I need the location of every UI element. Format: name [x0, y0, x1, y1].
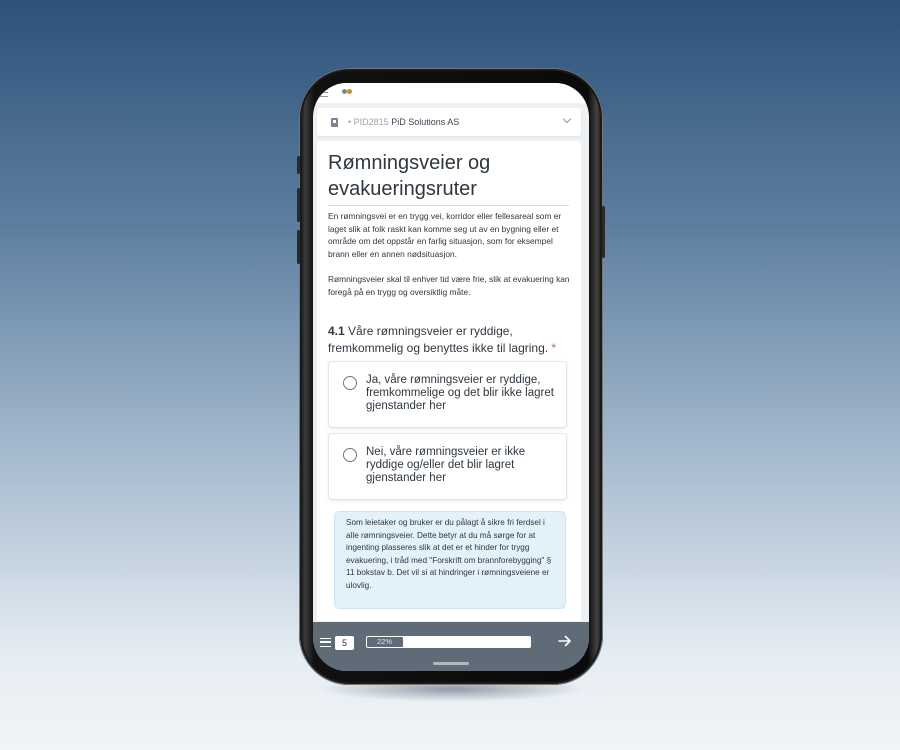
- answer-option-label: Nei, våre rømningsveier er ikke ryddige og/eller det blir lagret gjenstander her: [366, 446, 526, 484]
- progress-label: 22%: [377, 637, 393, 646]
- hamburger-icon[interactable]: [320, 638, 331, 647]
- radio-button-no[interactable]: [343, 448, 357, 462]
- phone-frame: [299, 68, 603, 685]
- intro-paragraph-1: En rømningsvei er en trygg vei, korridor eller fellesareal som er laget slik at folk raskt kan komme seg ut av en bygning eller et område om det oppstår en farlig situasjon, som for eksempel brann eller en annen nødsituasjon.: [328, 211, 562, 259]
- info-box: [334, 511, 566, 609]
- answer-option-no[interactable]: [328, 433, 567, 500]
- answer-option-label: Ja, våre rømningsveier er ryddige, fremkommelige og det blir ikke lagret gjenstander her: [366, 374, 554, 412]
- arrow-right-icon[interactable]: [557, 633, 573, 649]
- question-label: Våre rømningsveier er ryddige, fremkommelig og benyttes ikke til lagring.: [328, 324, 549, 355]
- phone-screen: [313, 83, 589, 671]
- radio-button-yes[interactable]: [343, 376, 357, 390]
- power-button: [602, 206, 605, 258]
- bottom-navigation-bar: [313, 622, 589, 671]
- home-indicator: [433, 662, 469, 665]
- form-content: [317, 141, 581, 621]
- company-label: [348, 117, 459, 127]
- company-name: PiD Solutions AS: [391, 117, 460, 127]
- required-marker: *: [548, 341, 557, 355]
- mute-switch: [297, 156, 300, 174]
- question-text: [328, 323, 573, 357]
- menu-icon[interactable]: [320, 89, 328, 97]
- progress-bar: [366, 636, 531, 648]
- logo-icon: [342, 88, 356, 95]
- page-title: Rømningsveier og evakueringsruter: [328, 152, 491, 200]
- app-top-bar: [313, 83, 589, 103]
- company-id: • PID2815: [348, 117, 389, 127]
- volume-down-button: [297, 230, 300, 264]
- info-text: Som leietaker og bruker er du pålagt å sikre fri ferdsel i alle rømningsveier. Dette betyr at du må sørge for at ingenting plasseres slik at det er et hinder for trygg evakuering, i tråd med "Forskrift om brannforebygging" § 11 bokstav b. Det vil si at hindringer i rømningsveiene er ulovlig.: [346, 518, 552, 590]
- company-selector[interactable]: [317, 108, 581, 136]
- question-number: 4.1: [328, 324, 345, 338]
- chevron-down-icon[interactable]: [563, 115, 571, 123]
- volume-up-button: [297, 188, 300, 222]
- building-icon: [331, 118, 338, 127]
- intro-paragraph-2: Rømningsveier skal til enhver tid være frie, slik at evakuering kan foregå på en trygg og oversiktlig måte.: [328, 274, 570, 297]
- title-divider: [328, 205, 569, 206]
- answer-option-yes[interactable]: [328, 361, 567, 428]
- page-number-badge[interactable]: 5: [335, 636, 354, 650]
